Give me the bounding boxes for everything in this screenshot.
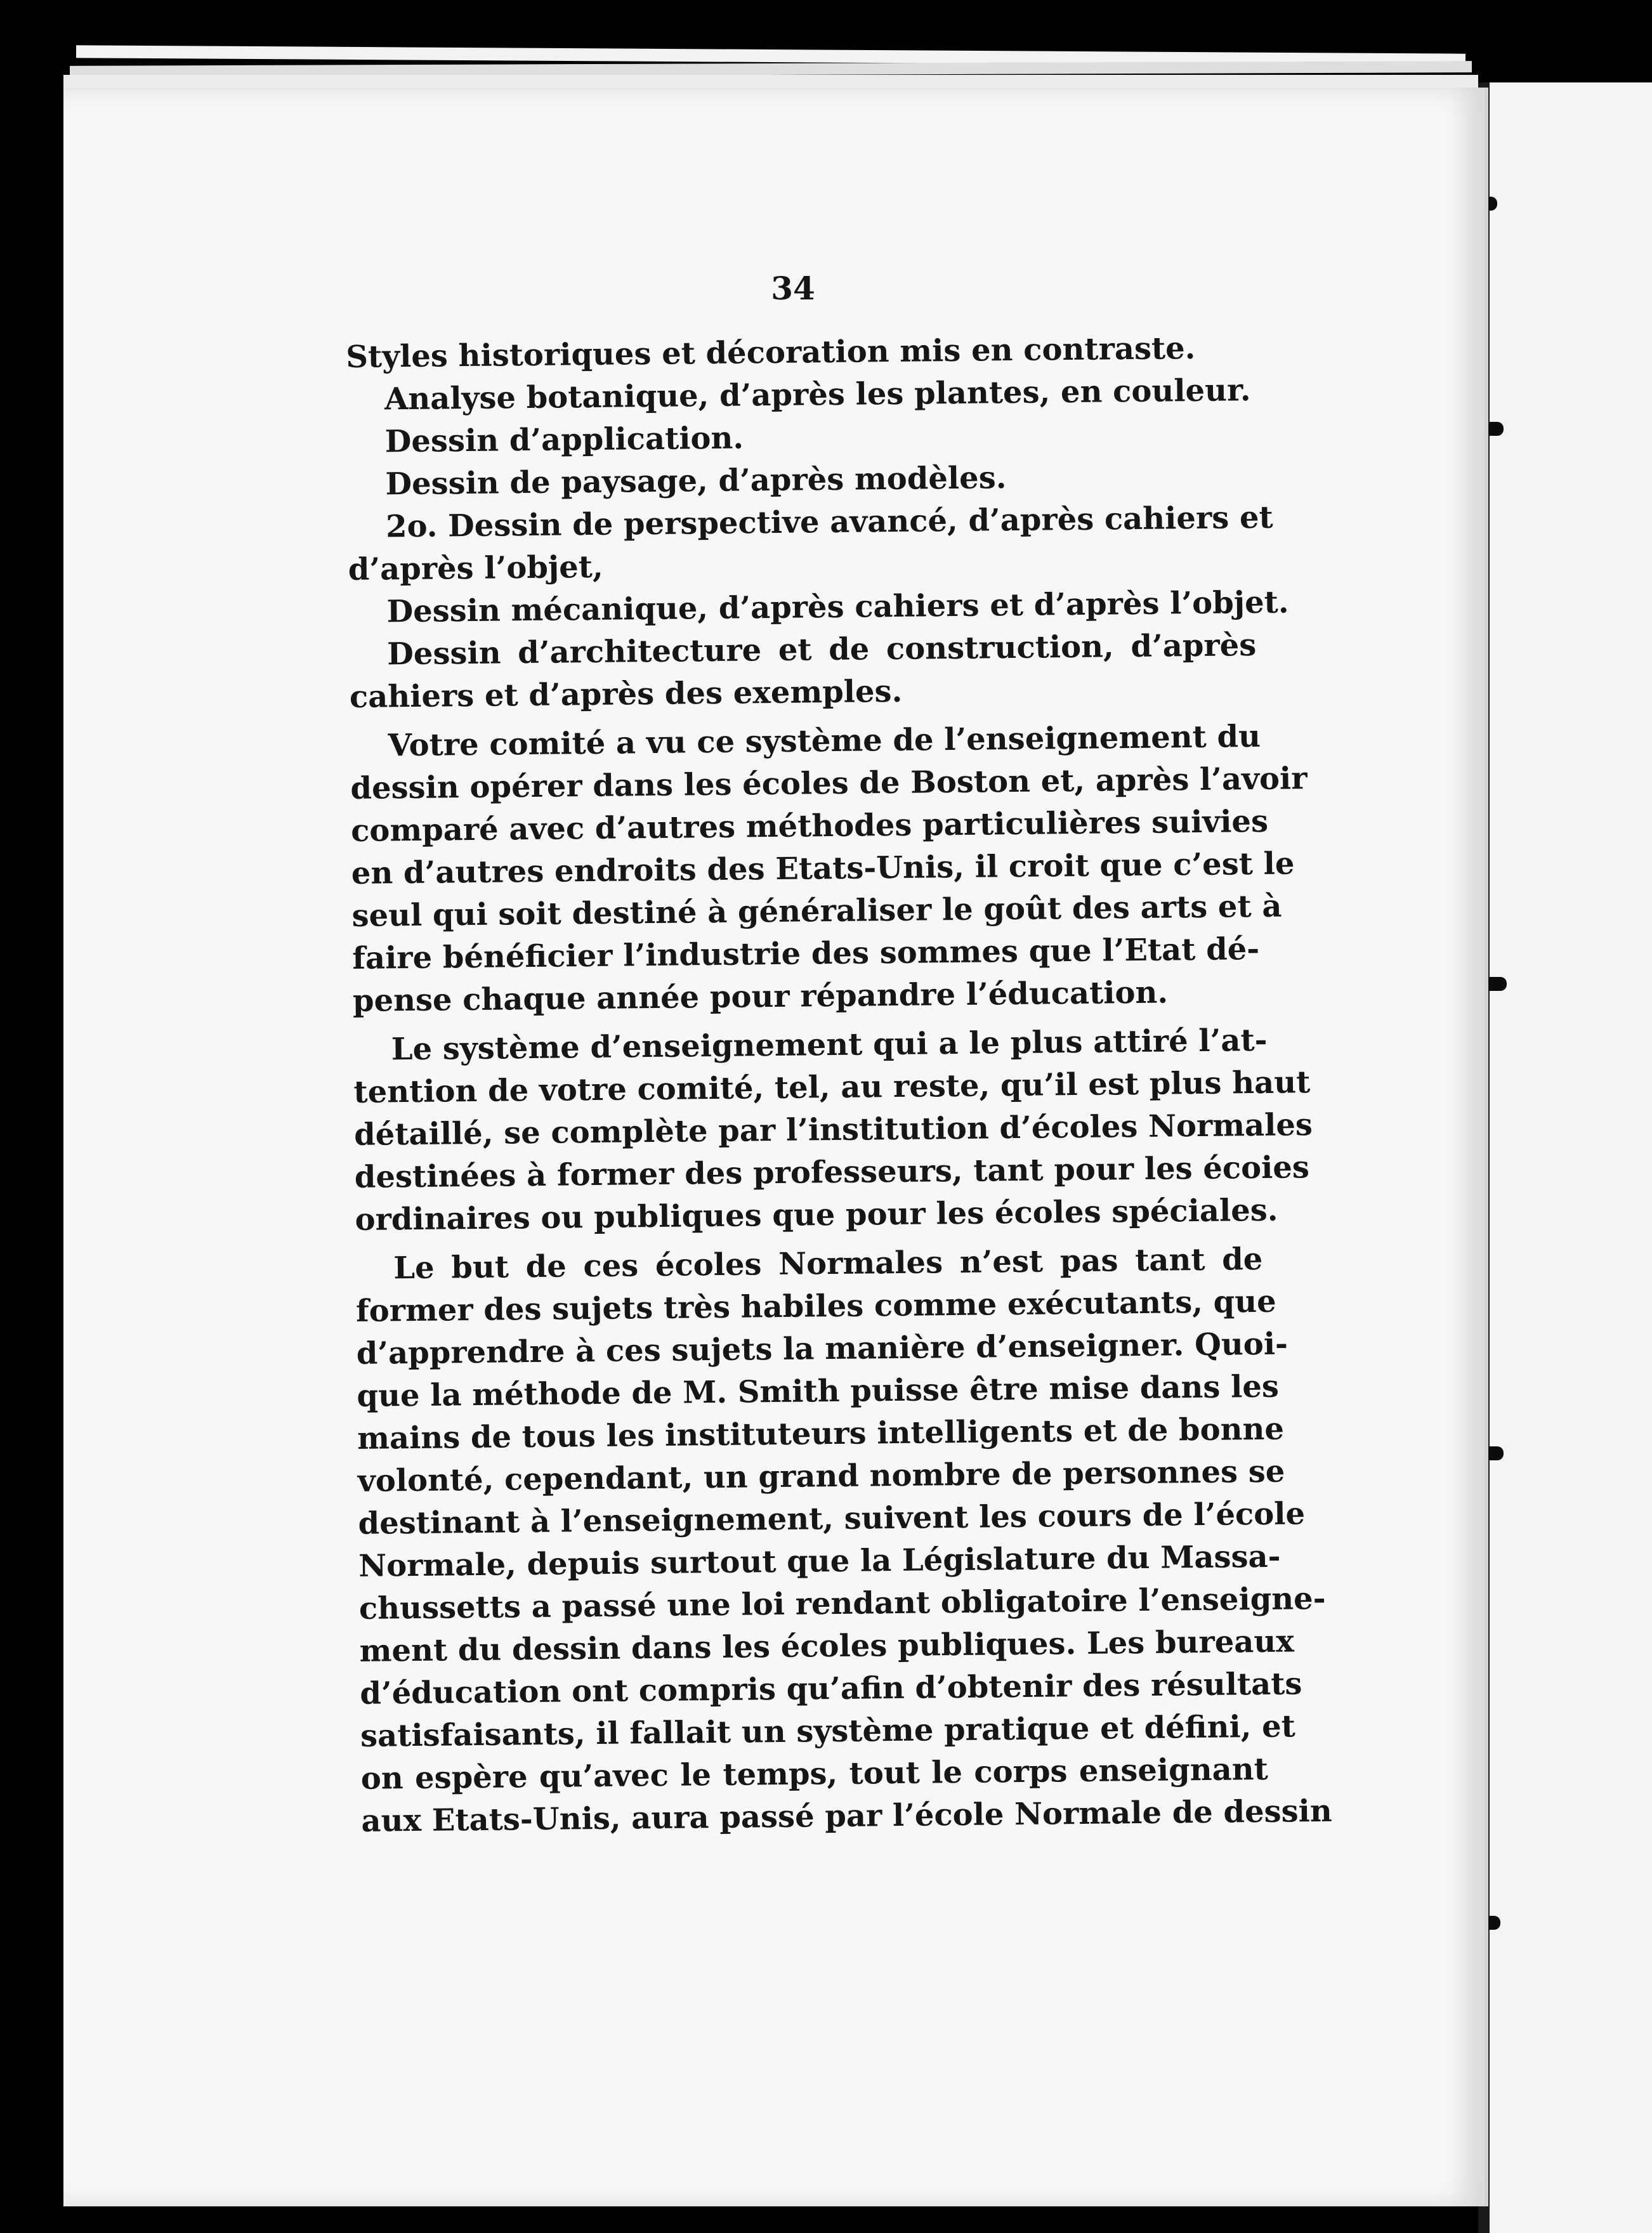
text-line: Analyse botanique, d’après les plantes, en couleur. — [384, 372, 1251, 417]
text-line: d’apprendre à ces sujets la manière d’enseigner. Quoi- — [356, 1326, 1288, 1372]
page-number: 34 — [771, 270, 815, 307]
text-line: Votre comité a vu ce système de l’enseignement du — [388, 718, 1261, 764]
page-edge — [63, 75, 1478, 89]
text-line: seul qui soit destiné à généraliser le goût des arts et à — [351, 888, 1282, 934]
text-line: former des sujets très habiles comme exécutants, que — [355, 1283, 1276, 1329]
text-line: volonté, cependant, un grand nombre de personnes se — [357, 1453, 1285, 1499]
text-line: destinées à former des professeurs, tant pour les écoies — [354, 1149, 1310, 1195]
text-line: dessin opérer dans les écoles de Boston et, après l’avoir — [350, 761, 1308, 806]
text-line: Le but de ces écoles Normales n’est pas tant de — [393, 1241, 1263, 1287]
facing-page — [1478, 82, 1652, 2233]
text-line: que la méthode de M. Smith puisse être mise dans les — [357, 1368, 1280, 1414]
text-line: mains de tous les instituteurs intelligents et de bonne — [357, 1411, 1285, 1457]
text-line: pense chaque année pour répandre l’éducation. — [352, 974, 1169, 1019]
text-line: en d’autres endroits des Etats-Unis, il croit que c’est le — [351, 846, 1295, 891]
text-line: aux Etats-Unis, aura passé par l’école Normale de dessin — [361, 1793, 1333, 1839]
text-line: Dessin mécanique, d’après cahiers et d’après l’objet. — [386, 584, 1289, 630]
text-line: ordinaires ou publiques que pour les écoles spéciales. — [355, 1192, 1278, 1238]
text-line: d’éducation ont compris qu’afin d’obtenir des résultats — [360, 1666, 1302, 1712]
text-line: Le système d’enseignement qui a le plus attiré l’at- — [391, 1022, 1268, 1068]
text-line: 2o. Dessin de perspective avancé, d’après cahiers et — [385, 499, 1273, 545]
text-line: d’après l’objet, — [348, 549, 603, 587]
text-line: Dessin de paysage, d’après modèles. — [385, 460, 1007, 502]
text-line: Normale, depuis surtout que la Législature du Massa- — [358, 1538, 1281, 1584]
text-line: faire bénéficier l’industrie des sommes que l’Etat dé- — [351, 931, 1260, 976]
page-body — [346, 327, 1333, 1843]
text-line: détaillé, se complète par l’institution d’écoles Normales — [353, 1107, 1313, 1153]
text-line: Styles historiques et décoration mis en contraste. — [346, 330, 1196, 375]
text-line: Dessin d’application. — [384, 420, 744, 460]
text-line: satisfaisants, il fallait un système pratique et défini, et — [360, 1708, 1296, 1754]
text-line: chussetts a passé une loi rendant obligatoire l’enseigne- — [358, 1580, 1326, 1627]
text-line: Dessin d’architecture et de construction, d’après — [386, 627, 1257, 672]
text-line: comparé avec d’autres méthodes particulières suivies — [350, 803, 1269, 849]
text-line: ment du dessin dans les écoles publiques. Les bureaux — [359, 1623, 1295, 1669]
text-line: on espère qu’avec le temps, tout le corps enseignant — [360, 1751, 1269, 1797]
text-line: tention de votre comité, tel, au reste, qu’il est plus haut — [353, 1064, 1311, 1110]
text-line: destinant à l’enseignement, suivent les cours de l’école — [358, 1496, 1306, 1542]
text-line: cahiers et d’après des exemples. — [349, 673, 903, 715]
